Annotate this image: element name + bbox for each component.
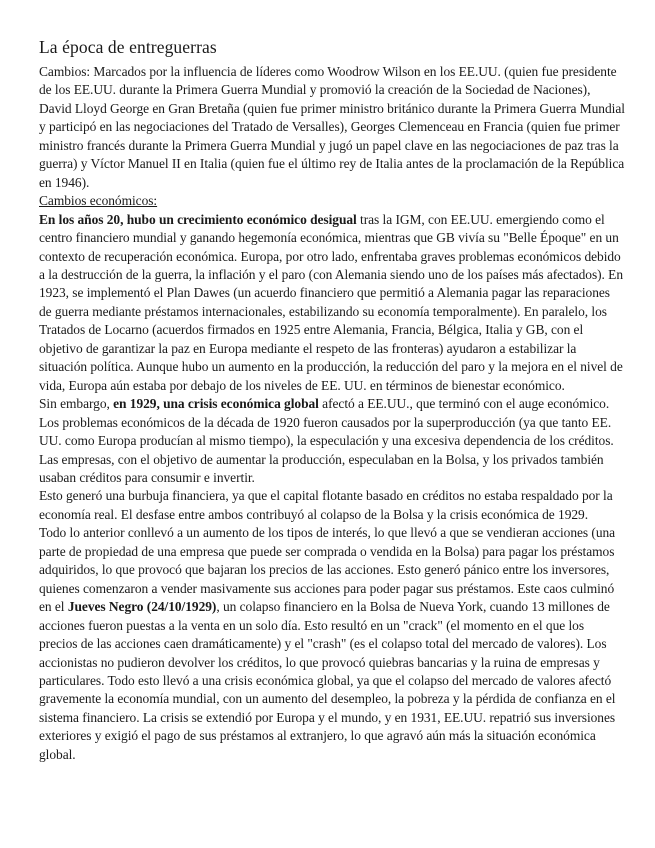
page-title: La época de entreguerras xyxy=(39,37,217,57)
paragraph-black-thursday-bold: Jueves Negro (24/10/1929) xyxy=(67,599,217,615)
paragraph-black-thursday-after: , un colapso financiero en la Bolsa de Nueva York, cuando 13 millones de acciones fueron puestas a la venta en un solo día. Esto resultó en un "crack" (el momento en el que los precios de las acciones caen dramáticamente) y el "crash" (es el colapso total del mercado de valores). Los accionistas no pudieron devolver los créditos, lo que provocó quiebras bancarias y la ruina de empresas y particulares. Todo esto llevó a una crisis económica global, ya que el colapso del mercado de valores afectó gravemente la economía mundial, con un aumento del desempleo, la pobreza y la pérdida de confianza en el sistema financiero. La crisis se extendió por Europa y el mundo, y en 1931, EE.UU. repatrió sus inversiones exteriores y exigió el pago de sus préstamos al extranjero, lo que agravó aún más la situación económica global. xyxy=(39,599,616,762)
paragraph-crisis-1929 xyxy=(39,395,625,487)
cambios-label: Cambios: xyxy=(39,64,91,79)
cambios-paragraph xyxy=(39,63,625,192)
paragraph-1920s-text: tras la IGM, con EE.UU. emergiendo como el centro financiero mundial y ganando hegemonía económica, mientras que GB vivía su "Belle Époque" en un contexto de recuperación económica. Europa, por otro lado, enfrentaba graves problemas económicos debido a la destrucción de la guerra, la inflación y el paro (con Alemania siendo uno de los países más afectados). En 1923, se implementó el Plan Dawes (un acuerdo financiero que permitió a Alemania pagar las reparaciones de guerra mediante préstamos internacionales, estabilizando su economía temporalmente). En paralelo, los Tratados de Locarno (acuerdos firmados en 1925 entre Alemania, Francia, Bélgica, Italia y GB, con el objetivo de garantizar la paz en Europa mediante el respeto de las fronteras) ayudaron a estabilizar la situación política. Aunque hubo un aumento en la producción, la reducción del paro y la mejora en el nivel de vida, Europa aún estaba por debajo de los niveles de EE. UU. en términos de bienestar económico. xyxy=(39,211,623,393)
paragraph-1920s-bold: En los años 20, hubo un crecimiento económico desigual xyxy=(39,211,357,227)
paragraph-1920s xyxy=(39,211,625,396)
economic-changes-heading: Cambios económicos: xyxy=(39,193,158,209)
paragraph-bubble: Esto generó una burbuja financiera, ya que el capital flotante basado en créditos no estaba respaldado por la economía real. El desfase entre ambos contribuyó al colapso de la Bolsa y la crisis económica de 1929. xyxy=(39,488,613,522)
paragraph-crisis-after: afectó a EE.UU., que terminó con el auge económico. Los problemas económicos de la década de 1920 fueron causados por la superproducción (ya que tanto EE. UU. como Europa producían al mismo tiempo), la especulación y una excesiva dependencia de los créditos. Las empresas, con el objetivo de aumentar la producción, especulaban en la Bolsa, y los privados también usaban créditos para consumir e invertir. xyxy=(39,396,614,485)
paragraph-black-thursday xyxy=(39,524,625,764)
paragraph-black-thursday-before: Todo lo anterior conllevó a un aumento de los tipos de interés, lo que llevó a que se vendieran acciones (una parte de propiedad de una empresa que puede ser comprada o vendida en la Bolsa) para pagar los préstamos adquiridos, lo que provocó que bajaran los precios de las acciones. Esto generó pánico entre los inversores, quienes comenzaron a vender masivamente sus acciones para poder pagar sus préstamos. Este caos culminó en el xyxy=(39,525,616,615)
paragraph-crisis-bold: en 1929, una crisis económica global xyxy=(113,396,319,412)
cambios-text: Marcados por la influencia de líderes como Woodrow Wilson en los EE.UU. (quien fue presidente de los EE.UU. durante la Primera Guerra Mundial y promovió la creación de la Sociedad de Naciones), David Lloyd George en Gran Bretaña (quien fue primer ministro británico durante la Primera Guerra Mundial y participó en las negociaciones del Tratado de Versalles), Georges Clemenceau en Francia (quien fue primer ministro francés durante la Primera Guerra Mundial y jugó un papel clave en las negociaciones de paz tras la guerra) y Víctor Manuel II en Italia (quien fue el último rey de Italia antes de la proclamación de la República en 1946). xyxy=(39,64,625,190)
paragraph-crisis-before: Sin embargo, xyxy=(39,396,114,412)
